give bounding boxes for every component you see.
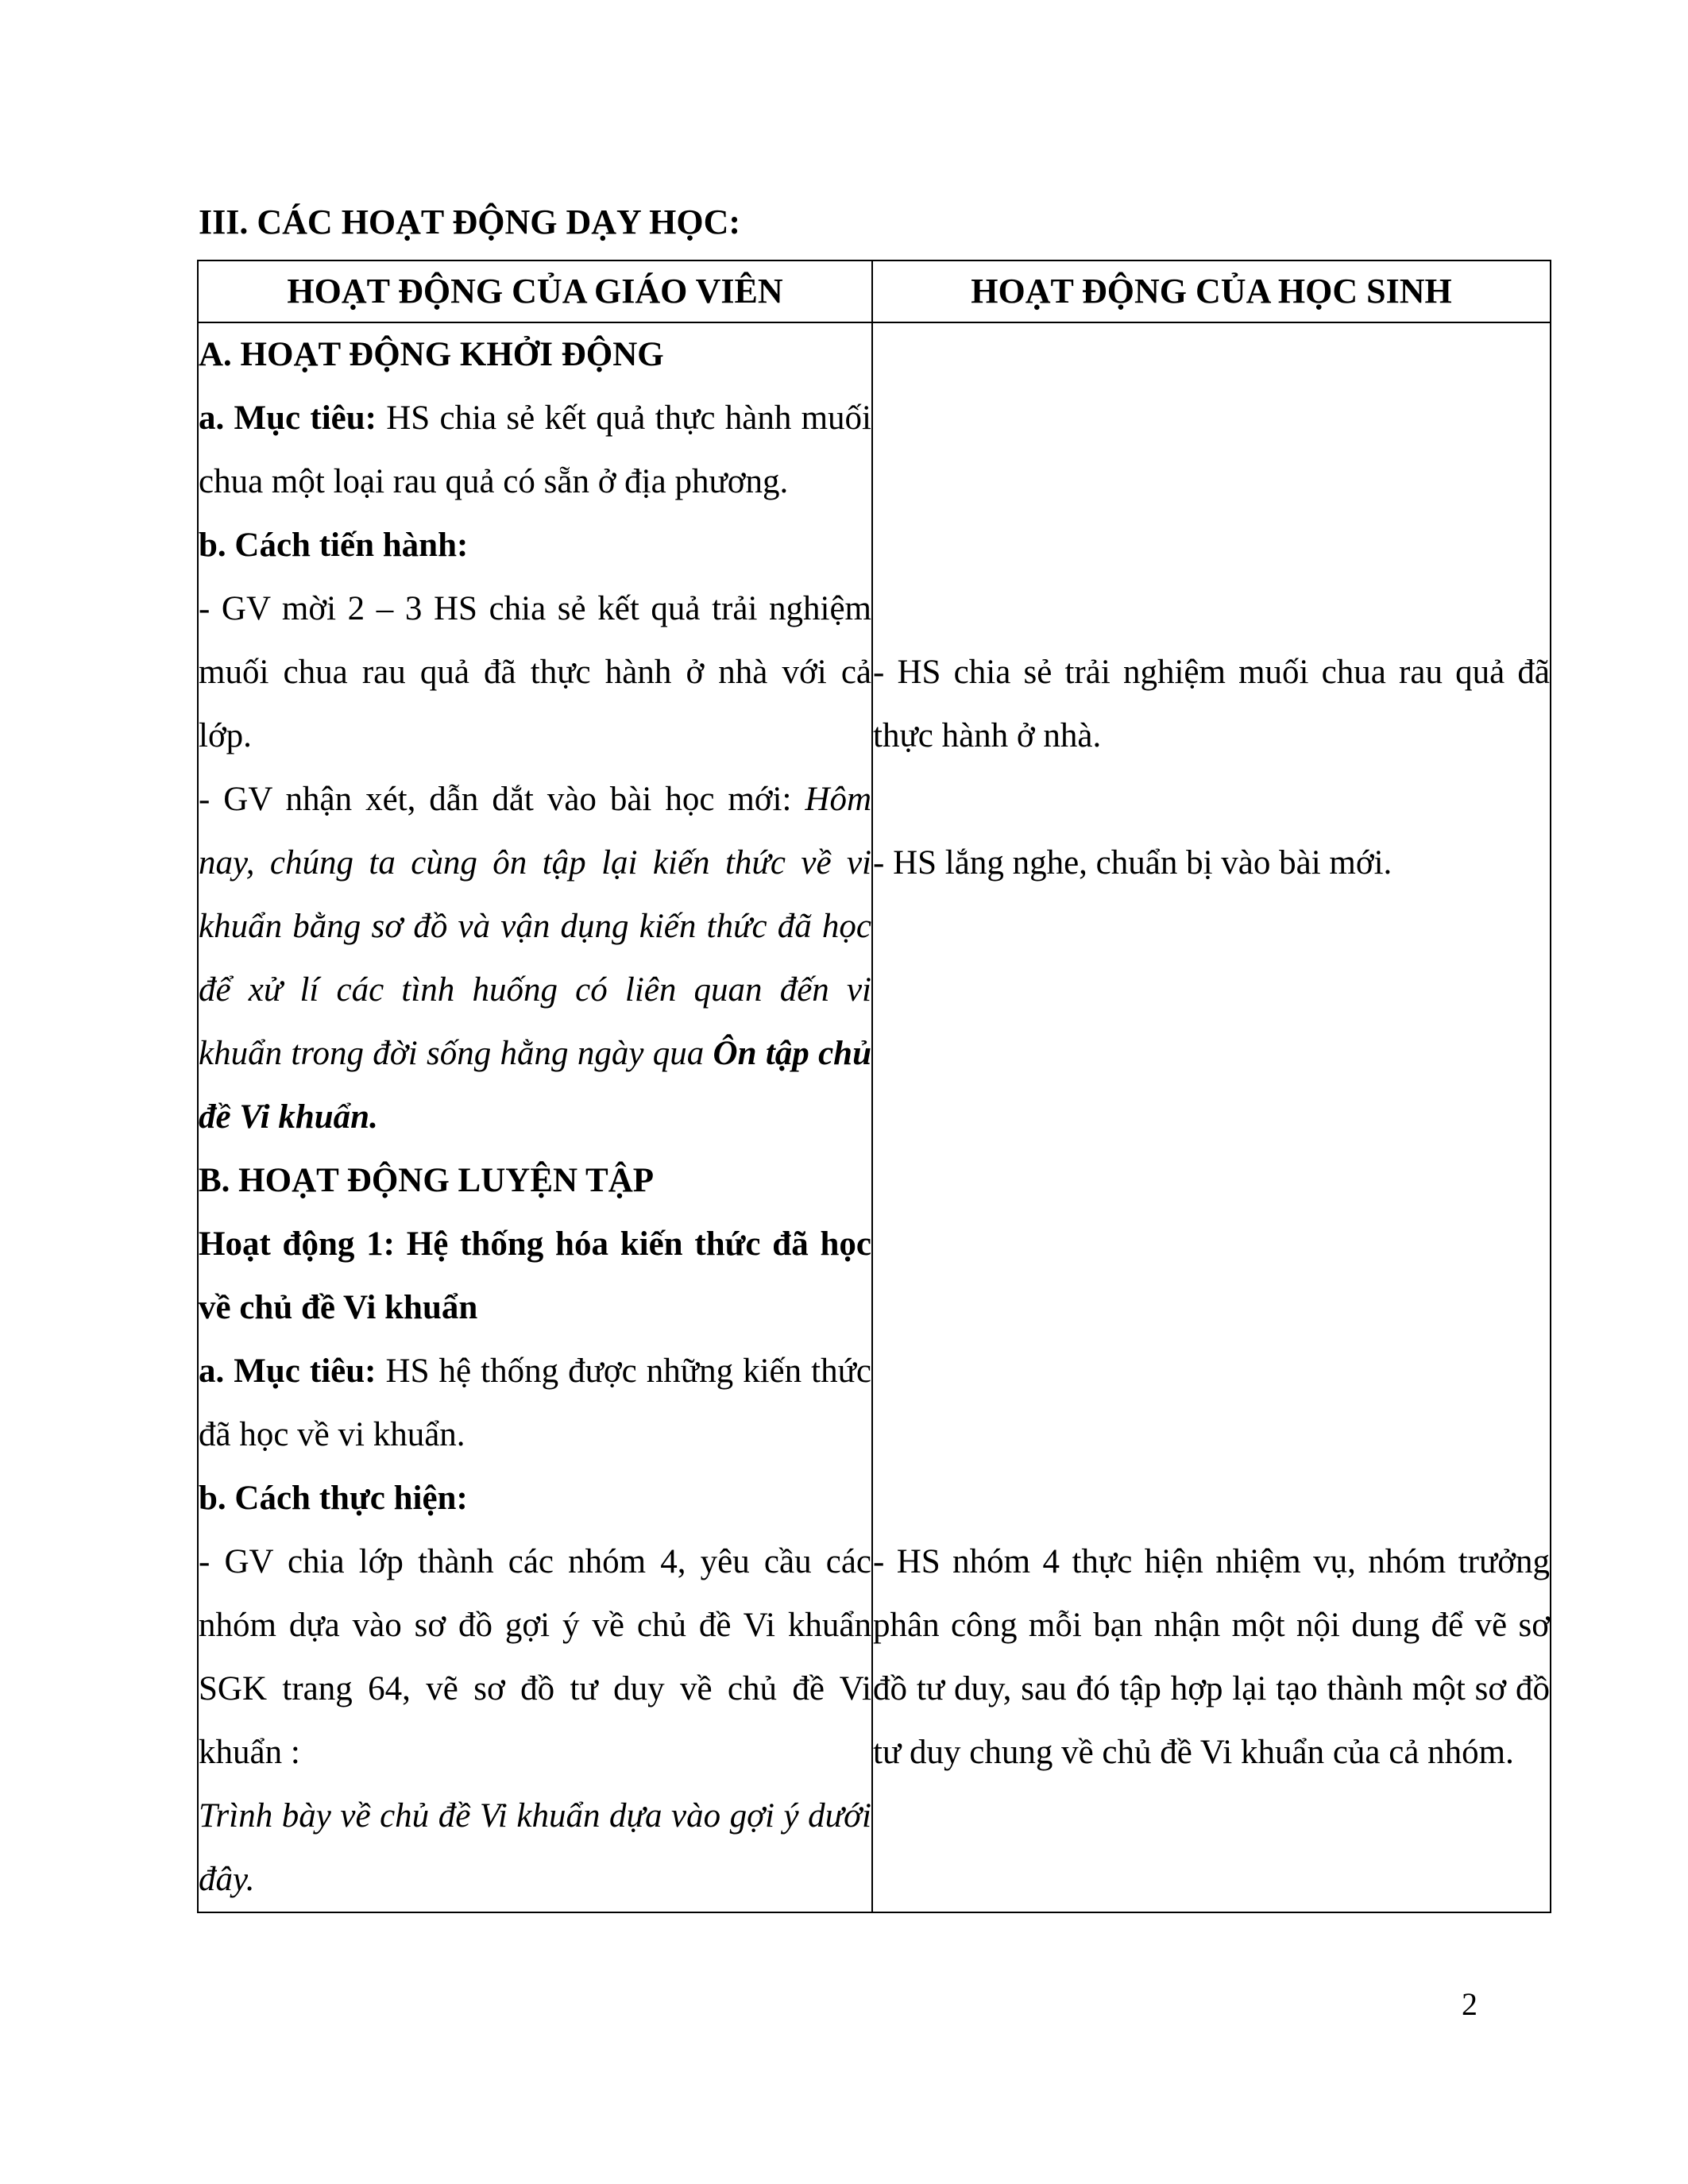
section-b-title: B. HOẠT ĐỘNG LUYỆN TẬP <box>199 1162 655 1199</box>
b-step-2: Trình bày về chủ đề Vi khuẩn dựa vào gợi ý dưới đây. <box>199 1797 871 1898</box>
student-response-1: - HS chia sẻ trải nghiệm muối chua rau quả đã thực hành ở nhà. <box>873 654 1550 754</box>
b-step-1: - GV chia lớp thành các nhóm 4, yêu cầu các nhóm dựa vào sơ đồ gợi ý về chủ đề Vi khuẩn SGK trang 64, vẽ sơ đồ tư duy về chủ đề Vi khuẩn : <box>199 1543 871 1771</box>
teacher-column <box>198 322 872 1912</box>
a-step-1: - GV mời 2 – 3 HS chia sẻ kết quả trải nghiệm muối chua rau quả đã thực hành ở nhà với cả lớp. <box>199 590 871 754</box>
section-heading: III. CÁC HOẠT ĐỘNG DẠY HỌC: <box>199 203 741 241</box>
student-column <box>872 322 1551 1912</box>
activity-1-title: Hoạt động 1: Hệ thống hóa kiến thức đã học về chủ đề Vi khuẩn <box>199 1225 871 1326</box>
student-response-2: - HS lắng nghe, chuẩn bị vào bài mới. <box>873 844 1393 882</box>
table-row <box>198 322 1551 1912</box>
table-header-row <box>198 260 1551 322</box>
b-procedure-label: b. Cách thực hiện: <box>199 1480 468 1517</box>
a-objective: a. Mục tiêu: HS chia sẻ kết quả thực hành muối chua một loại rau quả có sẵn ở địa phương. <box>199 399 871 500</box>
section-a-title: A. HOẠT ĐỘNG KHỞI ĐỘNG <box>199 336 664 373</box>
student-response-3: - HS nhóm 4 thực hiện nhiệm vụ, nhóm trưởng phân công mỗi bạn nhận một nội dung để vẽ sơ đồ tư duy, sau đó tập hợp lại tạo thành một sơ đồ tư duy chung về chủ đề Vi khuẩn của cả nhóm. <box>873 1543 1550 1771</box>
a-procedure-label: b. Cách tiến hành: <box>199 527 469 564</box>
page-number: 2 <box>1462 1986 1477 2022</box>
activities-table <box>197 260 1551 1913</box>
a-step-2: - GV nhận xét, dẫn dắt vào bài học mới: Hôm nay, chúng ta cùng ôn tập lại kiến thức về vi khuẩn bằng sơ đồ và vận dụng kiến thức đã học để xử lí các tình huống có liên quan đến vi khuẩn trong đời sống hằng ngày qua Ôn tập chủ đề Vi khuẩn. <box>199 781 871 1136</box>
header-teacher: HOẠT ĐỘNG CỦA GIÁO VIÊN <box>198 260 872 322</box>
b-objective: a. Mục tiêu: HS hệ thống được những kiến thức đã học về vi khuẩn. <box>199 1352 871 1453</box>
header-student: HOẠT ĐỘNG CỦA HỌC SINH <box>872 260 1551 322</box>
